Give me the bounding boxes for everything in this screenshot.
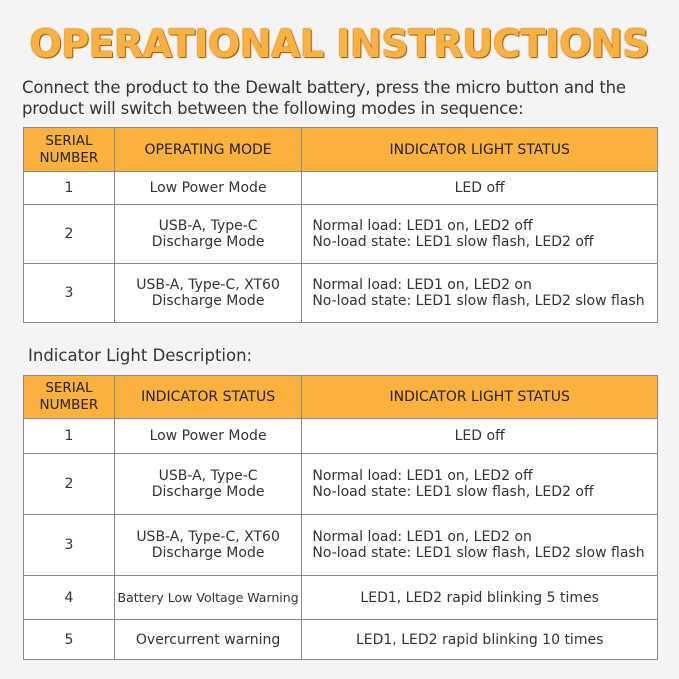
- table-row: [24, 620, 658, 660]
- header-status: INDICATOR LIGHT STATUS: [302, 128, 658, 172]
- status-line: Normal load: LED1 on, LED2 on: [312, 277, 532, 293]
- intro-text: Connect the product to the Dewalt battery, press the micro button and the product will switch between the following modes in sequence:: [22, 78, 626, 118]
- mode-line: Discharge Mode: [151, 234, 265, 250]
- page-title: OPERATIONAL INSTRUCTIONS: [29, 22, 650, 66]
- status-cell: LED1, LED2 rapid blinking 5 times: [302, 576, 658, 620]
- status-cell: [302, 264, 658, 323]
- mode-line: USB-A, Type-C, XT60: [136, 277, 280, 293]
- mode-cell: Battery Low Voltage Warning: [114, 576, 302, 620]
- status-line: Normal load: LED1 on, LED2 off: [312, 468, 533, 484]
- table-row: [24, 205, 658, 264]
- table-row: [24, 264, 658, 323]
- status-line: No-load state: LED1 slow flash, LED2 off: [312, 484, 594, 500]
- status-line: No-load state: LED1 slow flash, LED2 slow flash: [312, 293, 645, 309]
- mode-cell: Overcurrent warning: [114, 620, 302, 660]
- table-row: [24, 576, 658, 620]
- indicator-light-table: [23, 375, 658, 660]
- serial-cell: 2: [24, 454, 115, 515]
- header-serial: SERIAL NUMBER: [24, 128, 115, 172]
- status-cell: LED off: [302, 419, 658, 454]
- table-row: [24, 454, 658, 515]
- status-cell: LED off: [302, 172, 658, 205]
- mode-cell: [114, 205, 301, 264]
- table-row: [24, 419, 658, 454]
- table-header-row: [24, 376, 658, 419]
- status-cell: [302, 205, 658, 264]
- mode-cell: [114, 264, 301, 323]
- mode-line: USB-A, Type-C: [158, 218, 258, 234]
- serial-cell: 3: [24, 264, 115, 323]
- table-row: [24, 515, 658, 576]
- status-line: No-load state: LED1 slow flash, LED2 off: [312, 234, 594, 250]
- header-indicator-status: INDICATOR STATUS: [114, 376, 302, 419]
- serial-cell: 4: [24, 576, 115, 620]
- mode-line: Discharge Mode: [151, 545, 265, 561]
- status-line: Normal load: LED1 on, LED2 on: [312, 529, 532, 545]
- mode-line: USB-A, Type-C: [158, 468, 258, 484]
- status-cell: [302, 515, 658, 576]
- mode-cell: [114, 515, 302, 576]
- table-header-row: [24, 128, 658, 172]
- serial-cell: 3: [24, 515, 115, 576]
- serial-cell: 5: [24, 620, 115, 660]
- table-row: [24, 172, 658, 205]
- mode-cell: Low Power Mode: [114, 419, 302, 454]
- status-cell: [302, 454, 658, 515]
- status-cell: LED1, LED2 rapid blinking 10 times: [302, 620, 658, 660]
- serial-cell: 1: [24, 419, 115, 454]
- mode-line: Discharge Mode: [151, 293, 265, 309]
- operating-modes-table: [23, 127, 658, 323]
- mode-line: USB-A, Type-C, XT60: [136, 529, 280, 545]
- header-mode: OPERATING MODE: [114, 128, 301, 172]
- serial-cell: 2: [24, 205, 115, 264]
- mode-cell: Low Power Mode: [114, 172, 301, 205]
- status-line: Normal load: LED1 on, LED2 off: [312, 218, 533, 234]
- status-line: No-load state: LED1 slow flash, LED2 slow flash: [312, 545, 645, 561]
- indicator-description-heading: Indicator Light Description:: [28, 346, 253, 365]
- header-serial: SERIAL NUMBER: [24, 376, 115, 419]
- serial-cell: 1: [24, 172, 115, 205]
- header-status: INDICATOR LIGHT STATUS: [302, 376, 658, 419]
- mode-cell: [114, 454, 302, 515]
- mode-line: Discharge Mode: [151, 484, 265, 500]
